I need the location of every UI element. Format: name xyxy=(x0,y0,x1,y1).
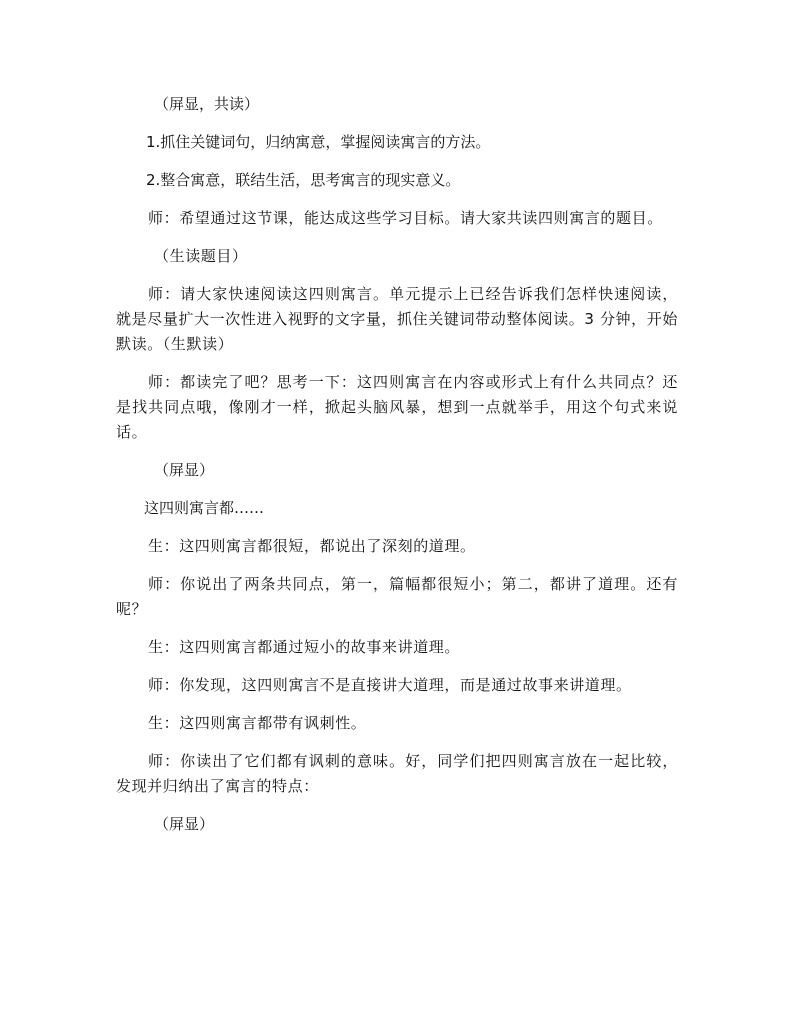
paragraph-student-2: 生：这四则寓言都通过短小的故事来讲道理。 xyxy=(148,638,461,656)
paragraph-screen-note-3: （屏显） xyxy=(154,815,215,833)
paragraph-teacher-3: 师：都读完了吧？思考一下：这四则寓言在内容或形式上有什么共同点？还是找共同点哦，像刚才一样，掀起头脑风暴，想到一点就举手，用这个句式来说话。 xyxy=(116,373,678,441)
paragraph-teacher-4: 师：你说出了两条共同点，第一，篇幅都很短小；第二，都讲了道理。还有呢？ xyxy=(116,575,678,618)
paragraph-student-1: 生：这四则寓言都很短，都说出了深刻的道理。 xyxy=(148,537,476,555)
paragraph-sentence-frame: 这四则寓言都…… xyxy=(144,499,265,517)
paragraph-goal-1: 1.抓住关键词句，归纳寓意，掌握阅读寓言的方法。 xyxy=(146,133,491,151)
document-body xyxy=(116,92,678,837)
paragraph-student-3: 生：这四则寓言都带有讽刺性。 xyxy=(148,714,367,732)
paragraph-teacher-5: 师：你发现，这四则寓言不是直接讲大道理，而是通过故事来讲道理。 xyxy=(148,676,632,694)
paragraph-student-action-1: （生读题目） xyxy=(154,247,248,265)
paragraph-teacher-1: 师：希望通过这节课，能达成这些学习目标。请大家共读四则寓言的题目。 xyxy=(148,209,663,227)
paragraph-teacher-2: 师：请大家快速阅读这四则寓言。单元提示上已经告诉我们怎样快速阅读，就是尽量扩大一次性进入视野的文字量，抓住关键词带动整体阅读。3 分钟，开始默读。（生默读） xyxy=(116,285,678,353)
paragraph-screen-note-2: （屏显） xyxy=(154,461,215,479)
paragraph-screen-note-1: （屏显，共读） xyxy=(154,95,260,113)
paragraph-goal-2: 2.整合寓意，联结生活，思考寓言的现实意义。 xyxy=(146,171,461,189)
paragraph-teacher-6: 师：你读出了它们都有讽刺的意味。好，同学们把四则寓言放在一起比较，发现并归纳出了寓言的特点： xyxy=(116,752,678,795)
